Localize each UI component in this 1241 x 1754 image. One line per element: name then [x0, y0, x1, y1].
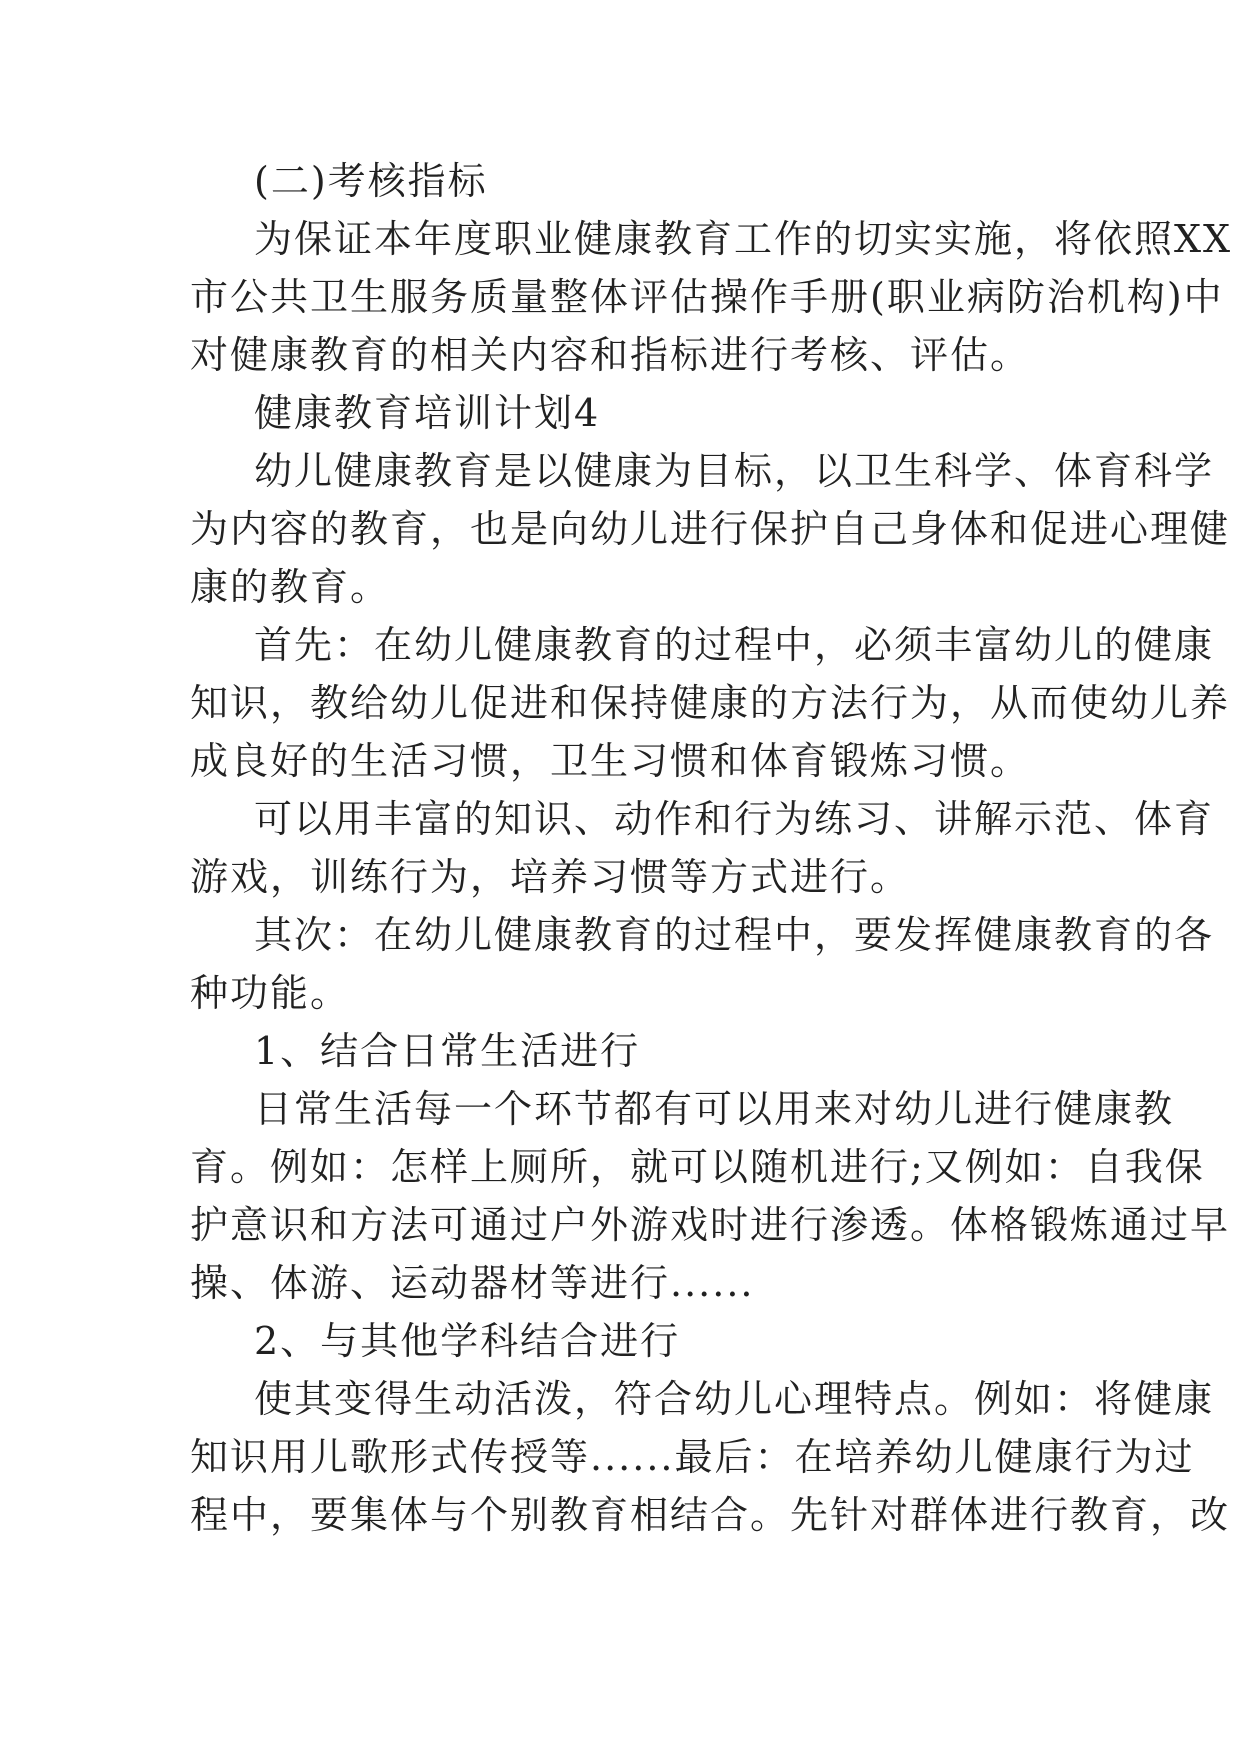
text-line: 知识，教给幼儿促进和保持健康的方法行为，从而使幼儿养	[190, 681, 1231, 725]
text-line: 对健康教育的相关内容和指标进行考核、评估。	[190, 333, 1031, 377]
text-line: 1、结合日常生活进行	[254, 1029, 641, 1073]
text-line: 首先：在幼儿健康教育的过程中，必须丰富幼儿的健康	[254, 623, 1215, 667]
text-line: 程中，要集体与个别教育相结合。先针对群体进行教育，改	[190, 1493, 1231, 1537]
text-line: (二)考核指标	[254, 159, 488, 203]
text-line: 幼儿健康教育是以健康为目标，以卫生科学、体育科学	[254, 449, 1215, 493]
text-line: 日常生活每一个环节都有可以用来对幼儿进行健康教	[254, 1087, 1175, 1131]
text-line: 使其变得生动活泼，符合幼儿心理特点。例如：将健康	[254, 1377, 1215, 1421]
text-line: 可以用丰富的知识、动作和行为练习、讲解示范、体育	[254, 797, 1215, 841]
text-line: 种功能。	[190, 971, 351, 1015]
text-line: 成良好的生活习惯，卫生习惯和体育锻炼习惯。	[190, 739, 1031, 783]
text-line: 市公共卫生服务质量整体评估操作手册(职业病防治机构)中	[190, 275, 1224, 319]
text-line: 操、体游、运动器材等进行......	[190, 1261, 755, 1305]
text-line: 为保证本年度职业健康教育工作的切实实施，将依照XX	[254, 217, 1233, 261]
text-line: 其次：在幼儿健康教育的过程中，要发挥健康教育的各	[254, 913, 1215, 957]
text-line: 知识用儿歌形式传授等......最后：在培养幼儿健康行为过	[190, 1435, 1195, 1479]
text-line: 健康教育培训计划4	[254, 391, 601, 435]
text-line: 育。例如：怎样上厕所，就可以随机进行;又例如：自我保	[190, 1145, 1205, 1189]
text-line: 2、与其他学科结合进行	[254, 1319, 681, 1363]
text-line: 护意识和方法可通过户外游戏时进行渗透。体格锻炼通过早	[190, 1203, 1231, 1247]
text-line: 游戏，训练行为，培养习惯等方式进行。	[190, 855, 911, 899]
text-line: 康的教育。	[190, 565, 391, 609]
text-line: 为内容的教育，也是向幼儿进行保护自己身体和促进心理健	[190, 507, 1231, 551]
document-body	[190, 152, 1233, 1544]
